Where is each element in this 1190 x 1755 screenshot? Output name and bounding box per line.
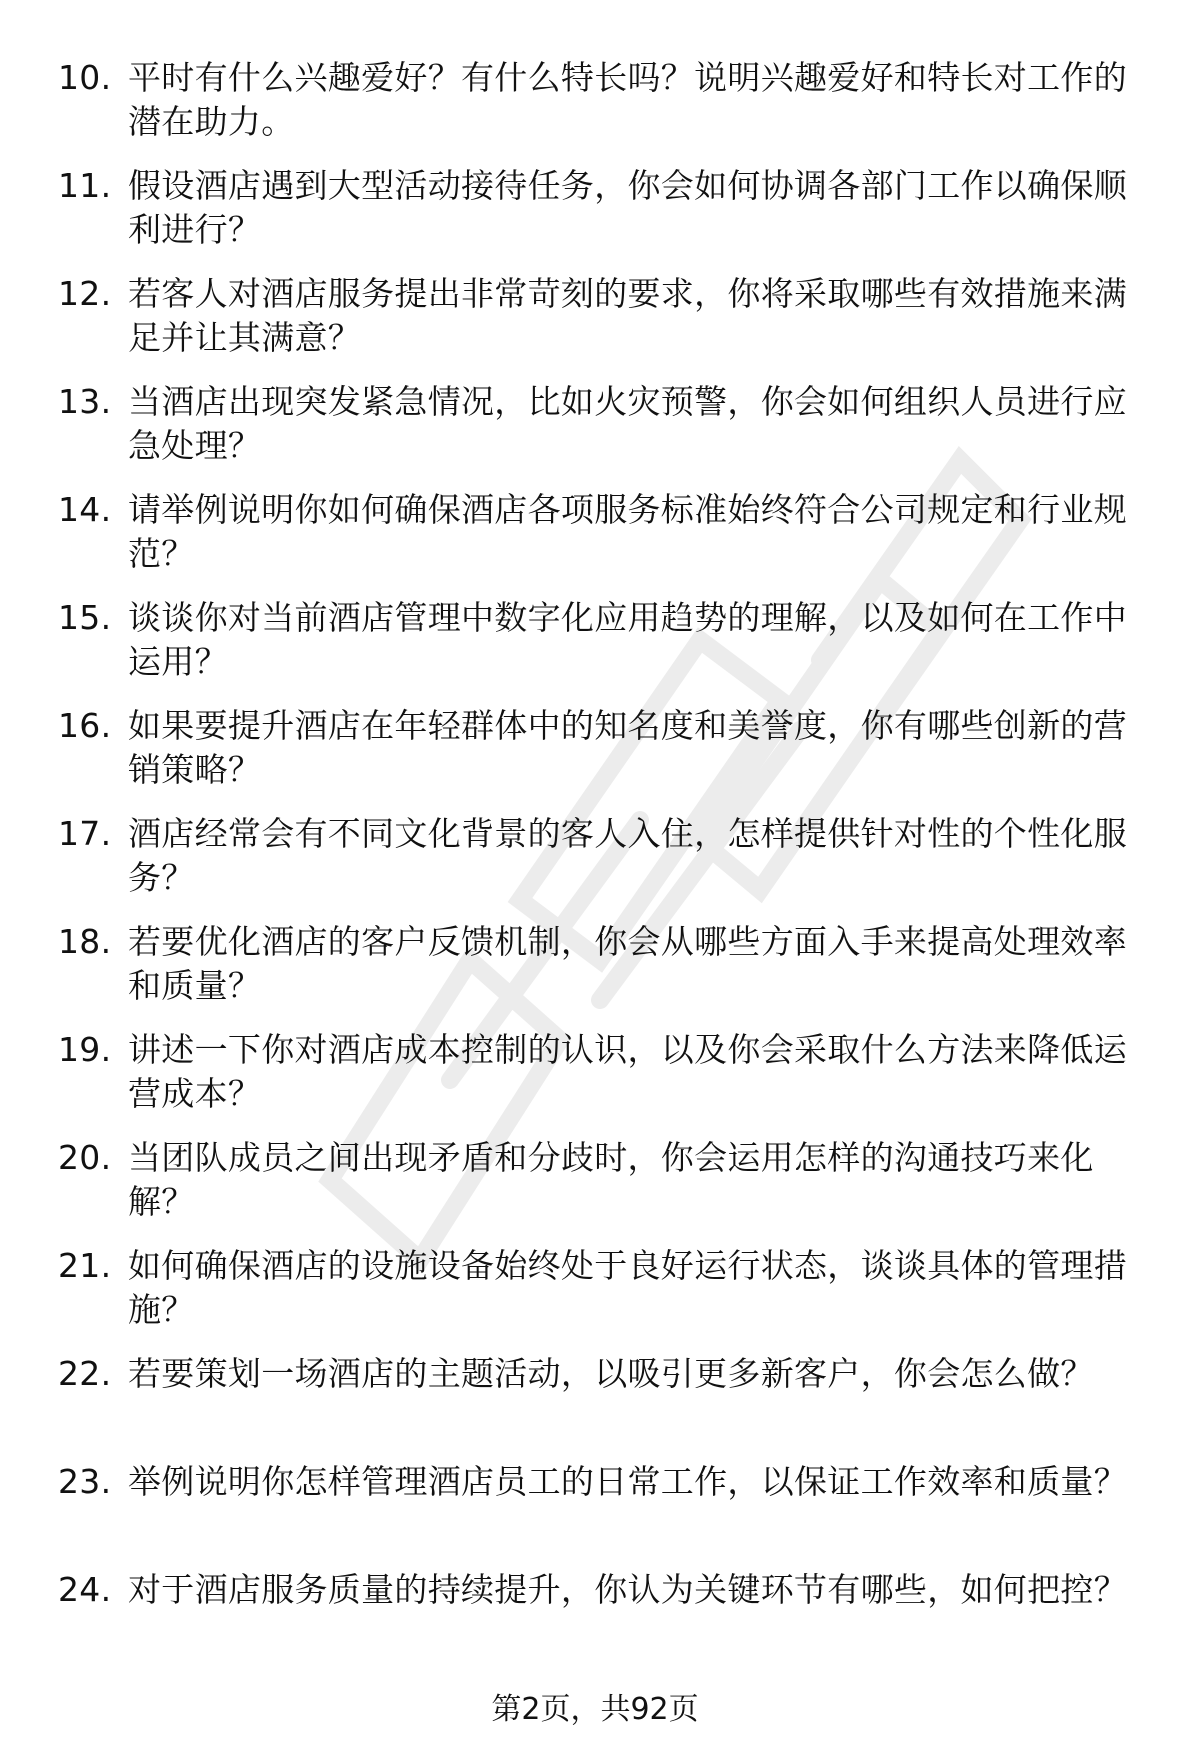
question-item	[58, 1460, 1148, 1568]
question-item	[58, 164, 1148, 272]
question-number: 18.	[58, 922, 112, 961]
question-item	[58, 812, 1148, 920]
question-number: 16.	[58, 706, 112, 745]
question-number: 17.	[58, 814, 112, 853]
question-text: 酒店经常会有不同文化背景的客人入住，怎样提供针对性的个性化服务？	[128, 814, 1127, 897]
question-item	[58, 1244, 1148, 1352]
question-text: 谈谈你对当前酒店管理中数字化应用趋势的理解，以及如何在工作中运用？	[128, 598, 1127, 681]
question-text: 如何确保酒店的设施设备始终处于良好运行状态，谈谈具体的管理措施？	[128, 1246, 1127, 1329]
question-item	[58, 380, 1148, 488]
question-item	[58, 1352, 1148, 1460]
question-text: 讲述一下你对酒店成本控制的认识，以及你会采取什么方法来降低运营成本？	[128, 1030, 1127, 1113]
question-text: 若客人对酒店服务提出非常苛刻的要求，你将采取哪些有效措施来满足并让其满意？	[128, 274, 1127, 357]
question-text: 假设酒店遇到大型活动接待任务，你会如何协调各部门工作以确保顺利进行？	[128, 166, 1127, 249]
page-footer	[0, 1690, 1190, 1730]
question-text: 举例说明你怎样管理酒店员工的日常工作，以保证工作效率和质量？	[128, 1462, 1127, 1501]
question-text: 当酒店出现突发紧急情况，比如火灾预警，你会如何组织人员进行应急处理？	[128, 382, 1127, 465]
question-item	[58, 704, 1148, 812]
page-number-label: 第2页，共92页	[491, 1692, 699, 1727]
question-item	[58, 596, 1148, 704]
question-item	[58, 488, 1148, 596]
question-number: 10.	[58, 58, 112, 97]
question-text: 平时有什么兴趣爱好？有什么特长吗？说明兴趣爱好和特长对工作的潜在助力。	[128, 58, 1127, 141]
question-number: 22.	[58, 1354, 112, 1393]
question-item	[58, 56, 1148, 164]
question-number: 14.	[58, 490, 112, 529]
question-number: 19.	[58, 1030, 112, 1069]
question-item	[58, 1028, 1148, 1136]
question-number: 24.	[58, 1570, 112, 1609]
question-text: 如果要提升酒店在年轻群体中的知名度和美誉度，你有哪些创新的营销策略？	[128, 706, 1127, 789]
question-number: 15.	[58, 598, 112, 637]
question-number: 23.	[58, 1462, 112, 1501]
question-item	[58, 1568, 1148, 1676]
question-item	[58, 1136, 1148, 1244]
question-number: 21.	[58, 1246, 112, 1285]
question-text: 若要优化酒店的客户反馈机制，你会从哪些方面入手来提高处理效率和质量？	[128, 922, 1127, 1005]
question-list	[58, 56, 1148, 1676]
question-text: 对于酒店服务质量的持续提升，你认为关键环节有哪些，如何把控？	[128, 1570, 1127, 1609]
question-text: 若要策划一场酒店的主题活动，以吸引更多新客户，你会怎么做？	[128, 1354, 1094, 1393]
question-number: 11.	[58, 166, 112, 205]
question-item	[58, 272, 1148, 380]
question-text: 请举例说明你如何确保酒店各项服务标准始终符合公司规定和行业规范？	[128, 490, 1127, 573]
question-text: 当团队成员之间出现矛盾和分歧时，你会运用怎样的沟通技巧来化解？	[128, 1138, 1094, 1221]
question-number: 20.	[58, 1138, 112, 1177]
question-number: 13.	[58, 382, 112, 421]
question-number: 12.	[58, 274, 112, 313]
question-item	[58, 920, 1148, 1028]
